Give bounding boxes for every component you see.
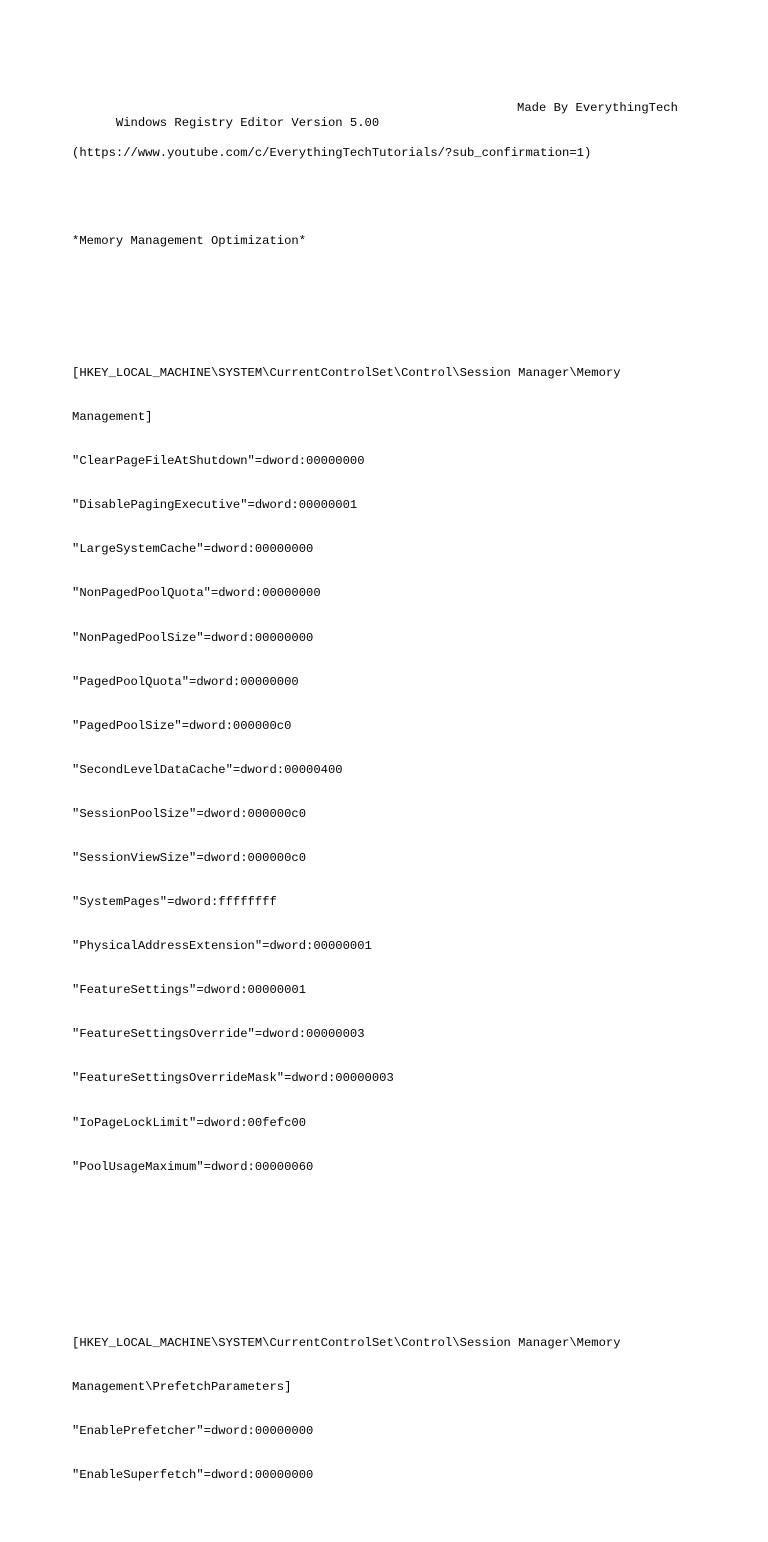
registry-value: "LargeSystemCache"=dword:00000000 — [72, 542, 314, 557]
spacer — [72, 278, 712, 293]
section-title: *Memory Management Optimization* — [72, 233, 307, 248]
registry-value: "EnableSuperfetch"=dword:00000000 — [72, 1468, 314, 1483]
registry-value: "SessionViewSize"=dword:000000c0 — [72, 851, 307, 866]
registry-value: "PagedPoolQuota"=dword:00000000 — [72, 674, 299, 689]
registry-value: "NonPagedPoolQuota"=dword:00000000 — [72, 586, 321, 601]
registry-value: "FeatureSettingsOverrideMask"=dword:00000003 — [72, 1071, 394, 1086]
header-url: (https://www.youtube.com/c/EverythingTechTutorials/?sub_confirmation=1) — [72, 145, 592, 160]
registry-value: "PoolUsageMaximum"=dword:00000060 — [72, 1159, 314, 1174]
registry-value: "FeatureSettings"=dword:00000001 — [72, 983, 307, 998]
registry-value: "PagedPoolSize"=dword:000000c0 — [72, 718, 292, 733]
registry-value: "EnablePrefetcher"=dword:00000000 — [72, 1424, 314, 1439]
registry-key-line: [HKEY_LOCAL_MACHINE\SYSTEM\CurrentControlSet\Control\Session Manager\Memory — [72, 365, 621, 380]
spacer — [72, 1248, 712, 1263]
header-credit: Made By EverythingTech — [517, 101, 678, 116]
registry-value: "SessionPoolSize"=dword:000000c0 — [72, 806, 307, 821]
registry-block-prefetch-parameters — [72, 1307, 712, 1513]
registry-value: "ClearPageFileAtShutdown"=dword:00000000 — [72, 454, 365, 469]
registry-value: "SystemPages"=dword:ffffffff — [72, 895, 277, 910]
registry-value: "IoPageLockLimit"=dword:00fefc00 — [72, 1115, 307, 1130]
registry-key-line: [HKEY_LOCAL_MACHINE\SYSTEM\CurrentControlSet\Control\Session Manager\Memory — [72, 1336, 621, 1351]
registry-value: "DisablePagingExecutive"=dword:00000001 — [72, 498, 358, 513]
registry-value: "FeatureSettingsOverride"=dword:00000003 — [72, 1027, 365, 1042]
document-body — [72, 72, 712, 1542]
header-title: Windows Registry Editor Version 5.00 — [115, 116, 380, 131]
registry-key-line: Management\PrefetchParameters] — [72, 1380, 292, 1395]
registry-block-memory-management — [72, 337, 712, 1204]
registry-value: "SecondLevelDataCache"=dword:00000400 — [72, 762, 343, 777]
registry-value: "NonPagedPoolSize"=dword:00000000 — [72, 630, 314, 645]
registry-key-line: Management] — [72, 410, 153, 425]
header-row — [72, 101, 712, 131]
spacer — [72, 190, 712, 205]
registry-value: "PhysicalAddressExtension"=dword:00000001 — [72, 939, 372, 954]
